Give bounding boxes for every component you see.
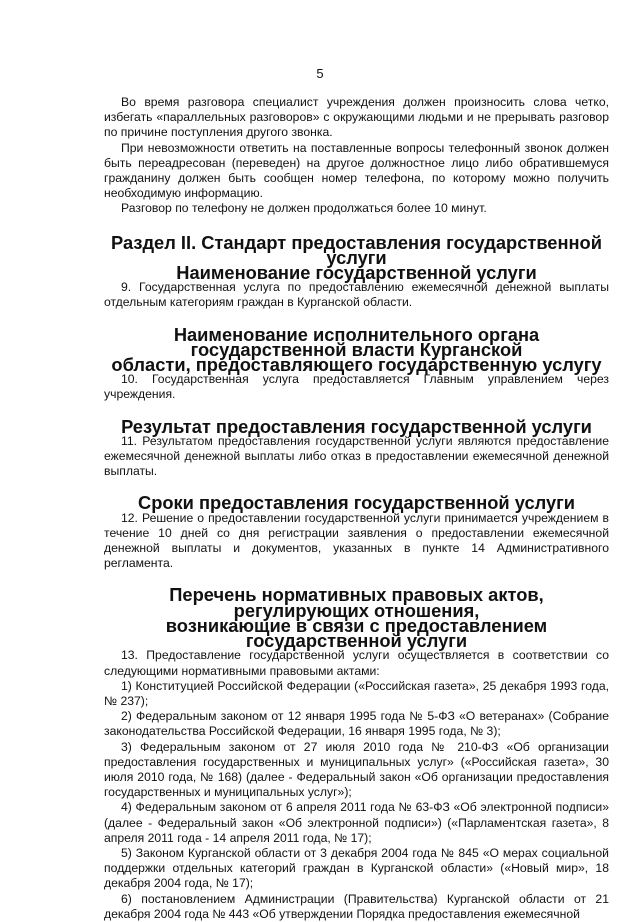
heading-executive-body [104,323,609,376]
legal-act-item: 3) Федеральным законом от 27 июля 2010 года № 210-ФЗ «Об организации предоставления государственных и муниципальных услуг» («Российская газета», 30 июля 2010 года, № 168) (далее - Федеральный закон «Об организации предоставления государственных и муниципальных услуг»); [104,739,609,800]
paragraph-12: 12. Решение о предоставлении государственной услуги принимается учреждением в течение 10 дней со дня регистрации заявления о предоставлении ежемесячной денежной выплаты и документов, указанных в пункте 14 Административного регламента. [104,510,609,571]
paragraph-11: 11. Результатом предоставления государственной услуги являются предоставление ежемесячной денежной выплаты либо отказ в предоставлении ежемесячной денежной выплаты. [104,433,609,479]
heading-terms: Сроки предоставления государственной услуги [138,492,575,514]
heading-result: Результат предоставления государственной услуги [121,415,592,437]
heading-line: возникающие в связи с предоставлением государственной услуги [165,614,548,652]
legal-act-item: 6) постановлением Администрации (Правительства) Курганской области от 21 декабря 2004 года № 443 «Об утверждении Порядка предоставления ежемесячной [104,891,609,921]
legal-act-item: 5) Законом Курганской области от 3 декабря 2004 года № 845 «О мерах социальной поддержки отдельных категорий граждан в Курганской области» («Новый мир», 18 декабря 2004 года, № 17); [104,845,609,891]
page-number: 5 [316,66,324,81]
paragraph: Разговор по телефону не должен продолжаться более 10 минут. [121,201,487,216]
paragraph-13: 13. Предоставление государственной услуги осуществляется в соответствии со следующими нормативными правовыми актами: [104,648,609,678]
paragraph: Во время разговора специалист учреждения должен произносить слова четко, избегать «параллельных разговоров» с окружающими людьми и не прерывать разговор по причине поступления другого звонка. [104,95,609,140]
heading-line: области, предоставляющего государственную услугу [111,354,602,376]
paragraph-9: 9. Государственная услуга по предоставлению ежемесячной денежной выплаты отдельным категориям граждан в Курганской области. [104,280,609,310]
section-title: Раздел II. Стандарт предоставления государственной услуги [111,231,602,268]
document-body [104,95,609,922]
section-heading [104,231,609,284]
legal-act-item: 2) Федеральным законом от 12 января 1995 года № 5-ФЗ «О ветеранах» (Собрание законодательства Российской Федерации, 16 января 1995 года, № 3); [104,709,609,739]
legal-act-item: 4) Федеральным законом от 6 апреля 2011 года № 63-ФЗ «Об электронной подписи» (далее - Федеральный закон «Об электронной подписи») («Парламентская газета», 8 апреля 2011 года - 14 апреля 2011 года, № 17); [104,800,609,845]
paragraph-10: 10. Государственная услуга предоставляется Главным управлением через учреждения. [104,372,609,402]
legal-act-item: 1) Конституцией Российской Федерации («Российская газета», 25 декабря 1993 года, № 237); [104,678,609,708]
section-subtitle: Наименование государственной услуги [176,262,537,284]
paragraph: При невозможности ответить на поставленные вопросы телефонный звонок должен быть переадресован (переведен) на другое должностное лицо либо обратившемуся гражданину должен быть сообщен номер телефона, по которому можно получить необходимую информацию. [104,140,609,201]
heading-legal-acts [104,584,609,652]
heading-line: Наименование исполнительного органа государственной власти Курганской [173,323,540,360]
heading-line: Перечень нормативных правовых актов, регулирующих отношения, [169,584,544,621]
